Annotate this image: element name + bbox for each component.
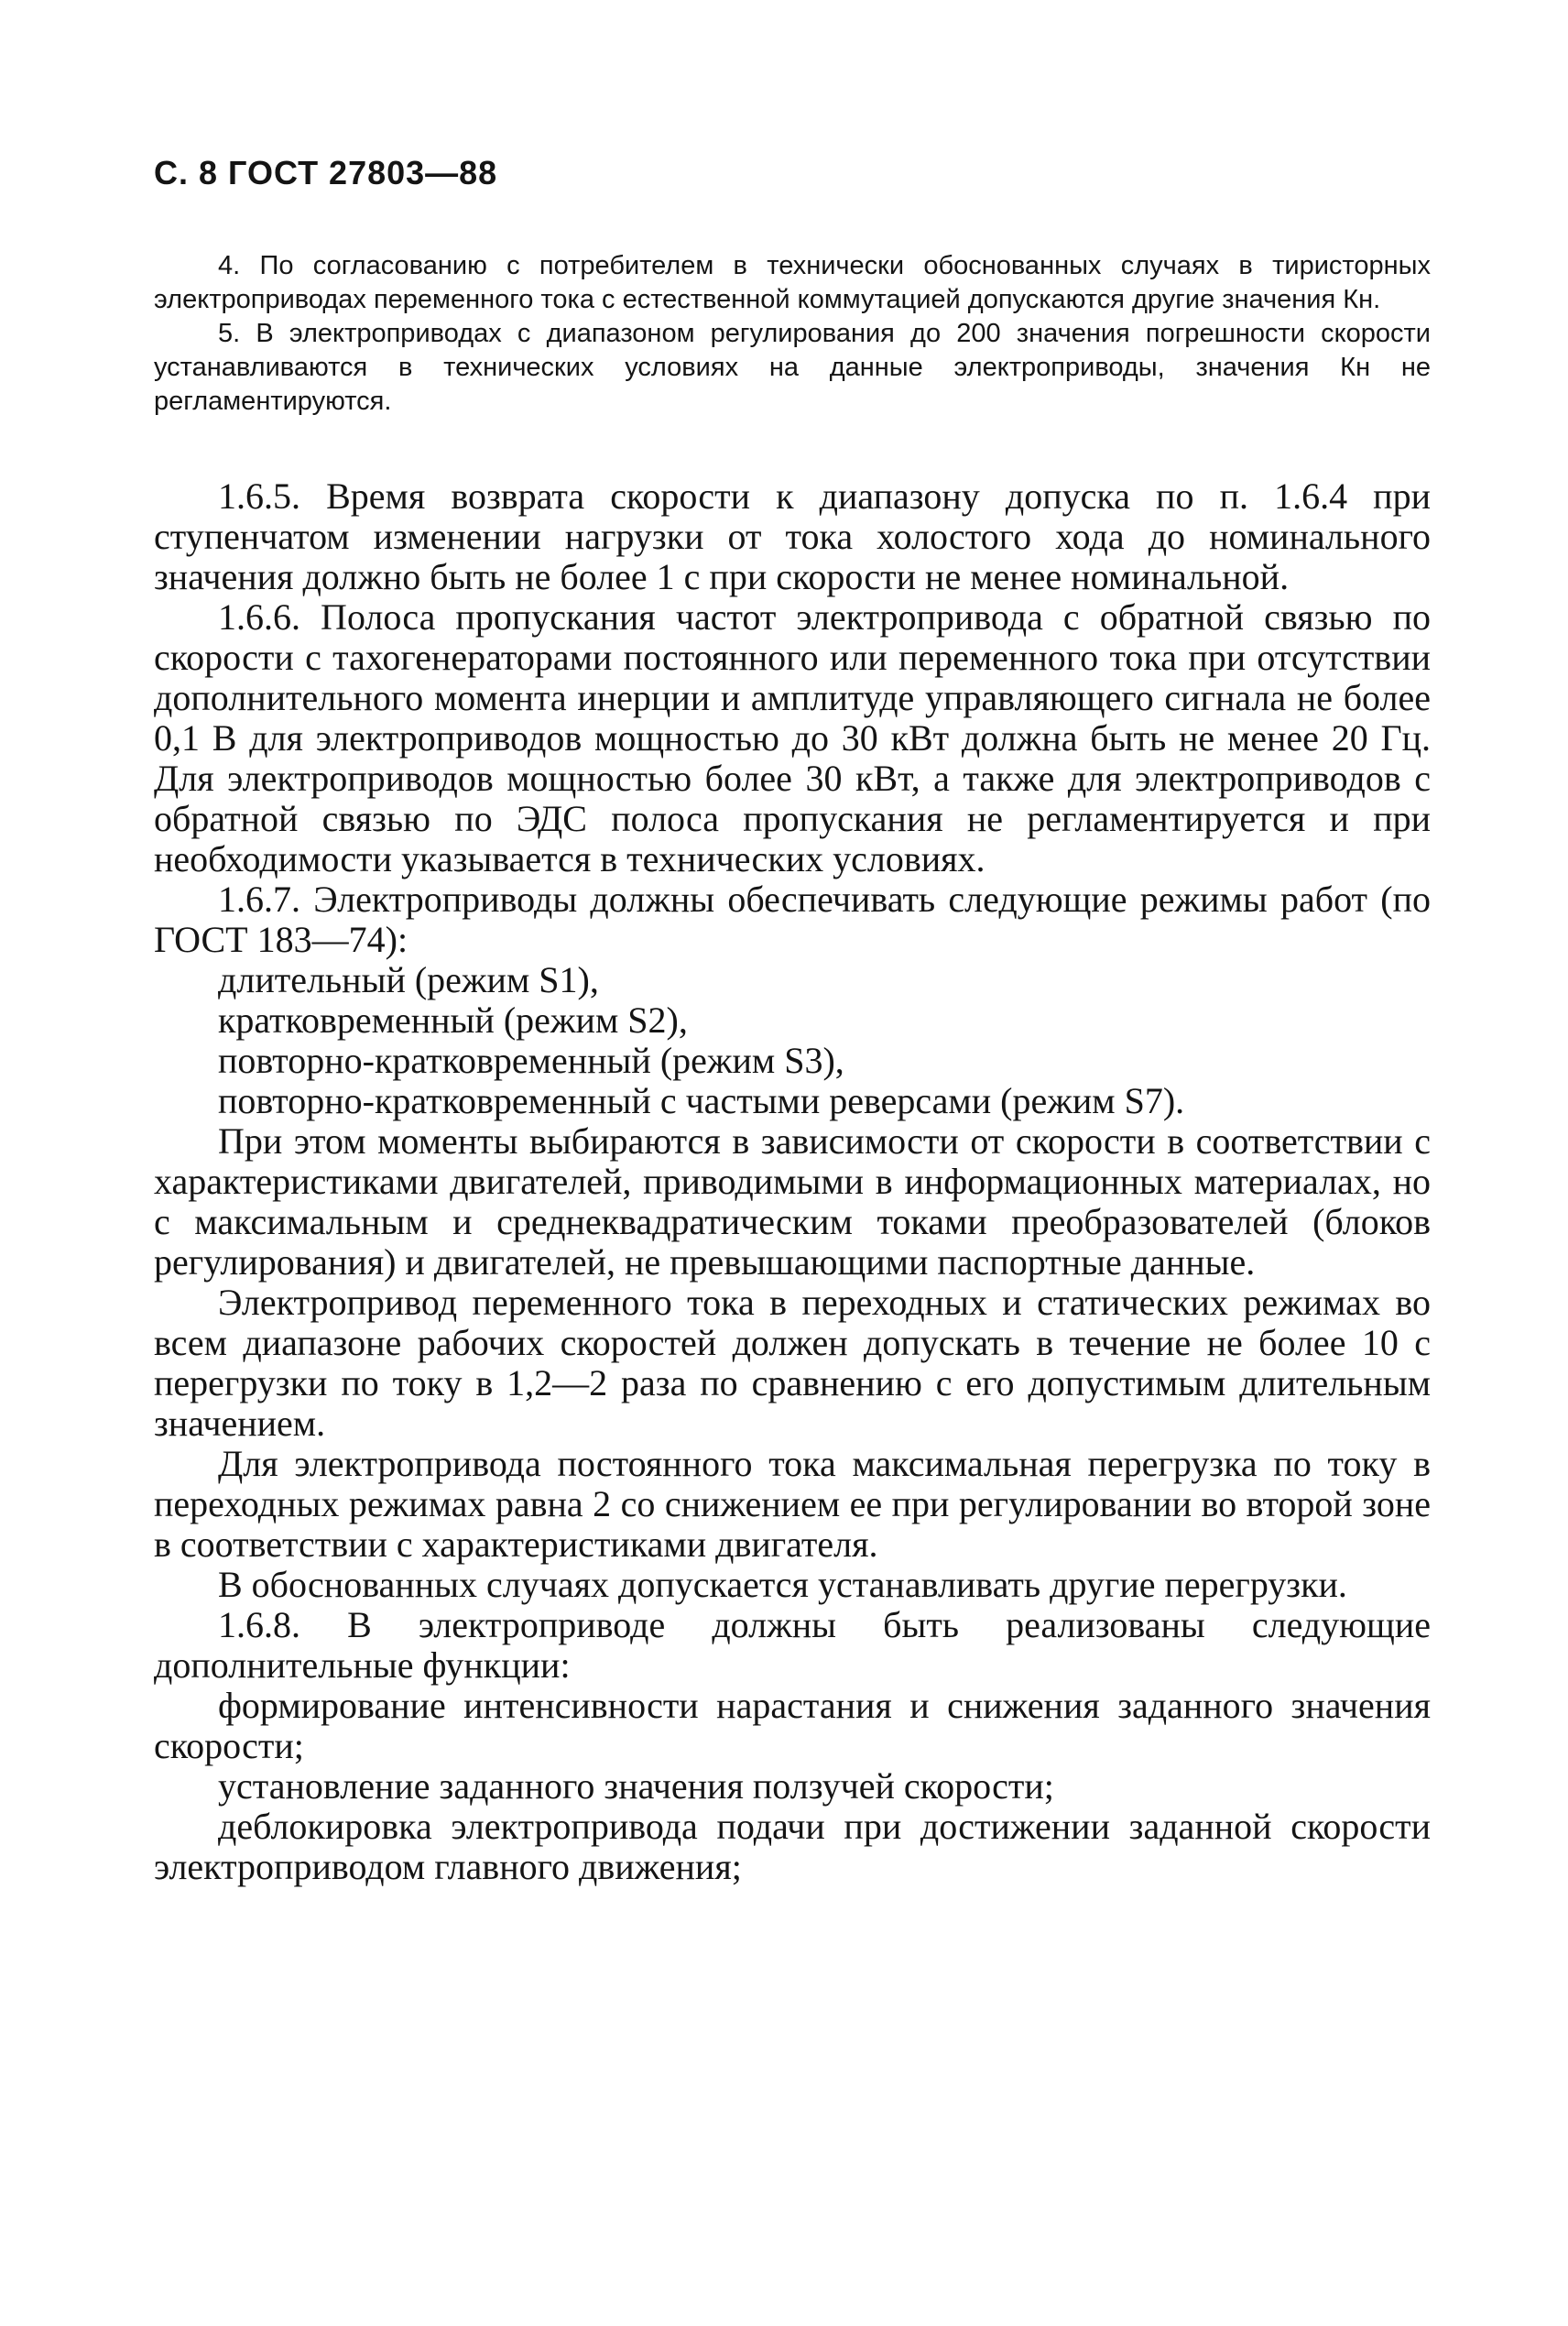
- mode-item-s7: повторно-кратковременный с частыми реверсами (режим S7).: [218, 1080, 1185, 1121]
- mode-item-s2: кратковременный (режим S2),: [218, 999, 688, 1041]
- function-item-1: формирование интенсивности нарастания и снижения заданного значения скорости;: [154, 1685, 1431, 1766]
- paragraph-1-6-5: 1.6.5. Время возврата скорости к диапазону допуска по п. 1.6.4 при ступенчатом изменении нагрузки от тока холостого хода до номинального значения должно быть не более 1 с при скорости не менее номинальной.: [154, 475, 1431, 597]
- paragraph-moments: При этом моменты выбираются в зависимости от скорости в соответствии с характеристиками двигателей, приводимыми в информационных материалах, но с максимальным и среднеквадратическим токами преобразователей (блоков регулирования) и двигателей, не превышающими паспортные данные.: [154, 1120, 1431, 1283]
- paragraph-other-overloads: В обоснованных случаях допускается устанавливать другие перегрузки.: [218, 1564, 1347, 1605]
- notes-block: [154, 249, 1431, 419]
- paragraph-1-6-6: 1.6.6. Полоса пропускания частот электропривода с обратной связью по скорости с тахогенераторами постоянного или переменного тока при отсутствии дополнительного момента инерции и амплитуде управляющего сигнала не более 0,1 В для электроприводов мощностью до 30 кВт должна быть не менее 20 Гц. Для электроприводов мощностью более 30 кВт, а также для электроприводов с обратной связью по ЭДС полоса пропускания не регламентируется и при необходимости указывается в технических условиях.: [154, 596, 1431, 879]
- page-header: С. 8 ГОСТ 27803—88: [154, 154, 498, 191]
- paragraph-ac-drive: Электропривод переменного тока в переходных и статических режимах во всем диапазоне рабочих скоростей должен допускать в течение не более 10 с перегрузки по току в 1,2—2 раза по сравнению с его допустимым длительным значением.: [154, 1282, 1431, 1444]
- paragraph-1-6-7: 1.6.7. Электроприводы должны обеспечивать следующие режимы работ (по ГОСТ 183—74):: [154, 879, 1431, 960]
- note-4: 4. По согласованию с потребителем в технически обоснованных случаях в тиристорных электроприводах переменного тока с естественной коммутацией допускаются другие значения Кн.: [154, 251, 1431, 314]
- mode-item-s3: повторно-кратковременный (режим S3),: [218, 1040, 844, 1081]
- mode-item-s1: длительный (режим S1),: [218, 959, 599, 1000]
- function-item-2: установление заданного значения ползучей скорости;: [218, 1765, 1054, 1807]
- paragraph-1-6-8: 1.6.8. В электроприводе должны быть реализованы следующие дополнительные функции:: [154, 1604, 1431, 1686]
- note-5: 5. В электроприводах с диапазоном регулирования до 200 значения погрешности скорости устанавливаются в технических условиях на данные электроприводы, значения Кн не регламентируются.: [154, 319, 1431, 416]
- paragraph-dc-drive: Для электропривода постоянного тока максимальная перегрузка по току в переходных режимах равна 2 со снижением ее при регулировании во второй зоне в соответствии с характеристиками двигателя.: [154, 1443, 1431, 1565]
- main-text: [154, 476, 1431, 1887]
- function-item-3: деблокировка электропривода подачи при достижении заданной скорости электроприводом главного движения;: [154, 1806, 1431, 1887]
